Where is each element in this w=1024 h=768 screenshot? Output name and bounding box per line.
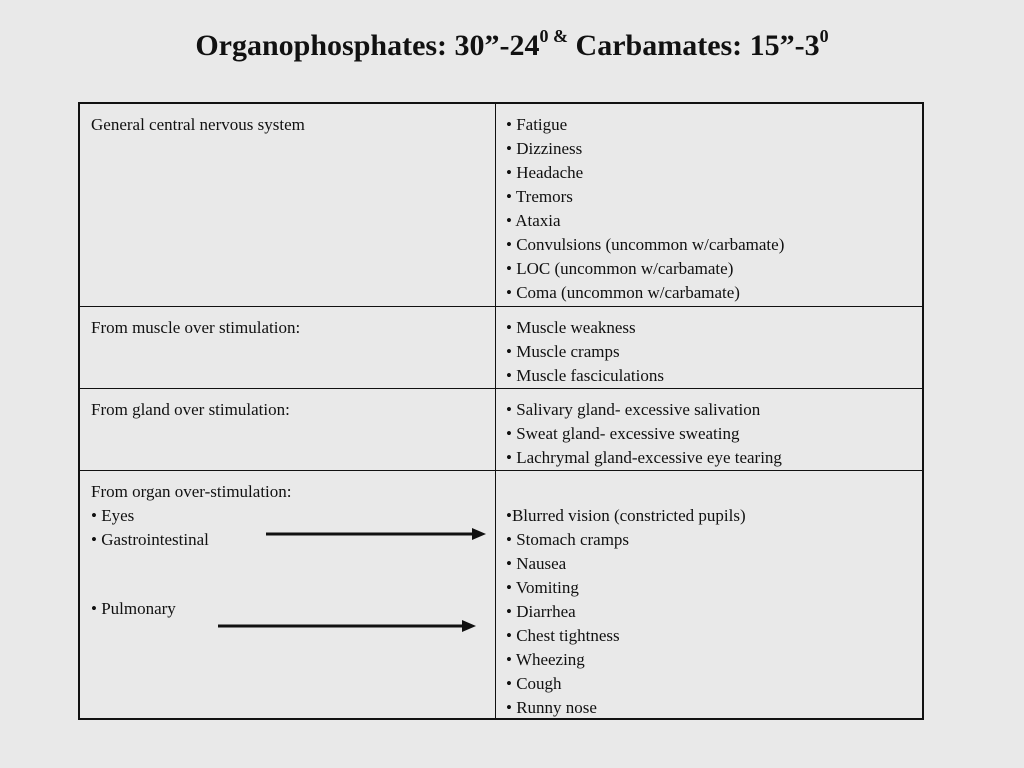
- symptoms-table: [78, 102, 924, 720]
- cell-category-gland: [91, 398, 486, 422]
- title-degree-1: 0: [539, 26, 549, 46]
- spacer: [91, 552, 486, 576]
- cell-symptoms-gland: [506, 398, 916, 470]
- list-item: • Tremors: [506, 187, 573, 206]
- list-item: • Gastrointestinal: [91, 530, 209, 549]
- list-item: • Muscle weakness: [506, 318, 636, 337]
- cell-category-muscle: [91, 316, 486, 340]
- spacer: [91, 576, 486, 597]
- list-item: • Stomach cramps: [506, 530, 630, 549]
- title-degree-2: 0: [819, 26, 829, 46]
- list-item: • Runny nose: [506, 698, 597, 717]
- list-item: • Nausea: [506, 554, 567, 573]
- list-item: •Blurred vision (constricted pupils): [506, 506, 746, 525]
- column-divider: [495, 307, 496, 388]
- list-item: • LOC (uncommon w/carbamate): [506, 259, 734, 278]
- list-item: • Headache: [506, 163, 584, 182]
- category-label: General central nervous system: [91, 115, 305, 134]
- column-divider: [495, 104, 496, 306]
- list-item: • Fatigue: [506, 115, 568, 134]
- cell-category-organ: [91, 480, 486, 621]
- list-item: • Salivary gland- excessive salivation: [506, 400, 761, 419]
- cell-category-cns: [91, 113, 486, 137]
- title-part-organophosphates: Organophosphates: 30”-24: [195, 29, 540, 62]
- list-item: • Lachrymal gland-excessive eye tearing: [506, 448, 782, 467]
- spacer: [506, 480, 916, 504]
- list-item: • Sweat gland- excessive sweating: [506, 424, 740, 443]
- list-item: • Cough: [506, 674, 562, 693]
- cell-symptoms-muscle: [506, 316, 916, 388]
- category-label: From gland over stimulation:: [91, 400, 290, 419]
- cell-symptoms-organ: [506, 480, 916, 720]
- table-row-muscle: [80, 306, 922, 388]
- column-divider: [495, 471, 496, 718]
- list-item: • Vomiting: [506, 578, 579, 597]
- list-item: • Pulmonary: [91, 599, 176, 618]
- column-divider: [495, 389, 496, 470]
- list-item: • Muscle cramps: [506, 342, 620, 361]
- title-part-carbamates: Carbamates: 15”-3: [568, 29, 820, 62]
- slide-title: [0, 24, 1024, 68]
- list-item: • Muscle fasciculations: [506, 366, 664, 385]
- list-item: • Convulsions (uncommon w/carbamate): [506, 235, 785, 254]
- table-row-gland: [80, 388, 922, 470]
- title-ampersand: &: [548, 26, 569, 46]
- list-item: • Diarrhea: [506, 602, 576, 621]
- list-item: • Ataxia: [506, 211, 561, 230]
- category-label: From organ over-stimulation:: [91, 482, 292, 501]
- list-item: • Coma (uncommon w/carbamate): [506, 283, 740, 302]
- arrow-right-icon: [264, 526, 488, 542]
- arrow-right-icon: [216, 618, 478, 634]
- list-item: • Dizziness: [506, 139, 583, 158]
- list-item: • Wheezing: [506, 650, 585, 669]
- list-item: • Chest tightness: [506, 626, 620, 645]
- cell-symptoms-cns: [506, 113, 916, 305]
- category-label: From muscle over stimulation:: [91, 318, 301, 337]
- table-row-organ: [80, 470, 922, 718]
- table-row-cns: [80, 104, 922, 306]
- list-item: • Eyes: [91, 506, 135, 525]
